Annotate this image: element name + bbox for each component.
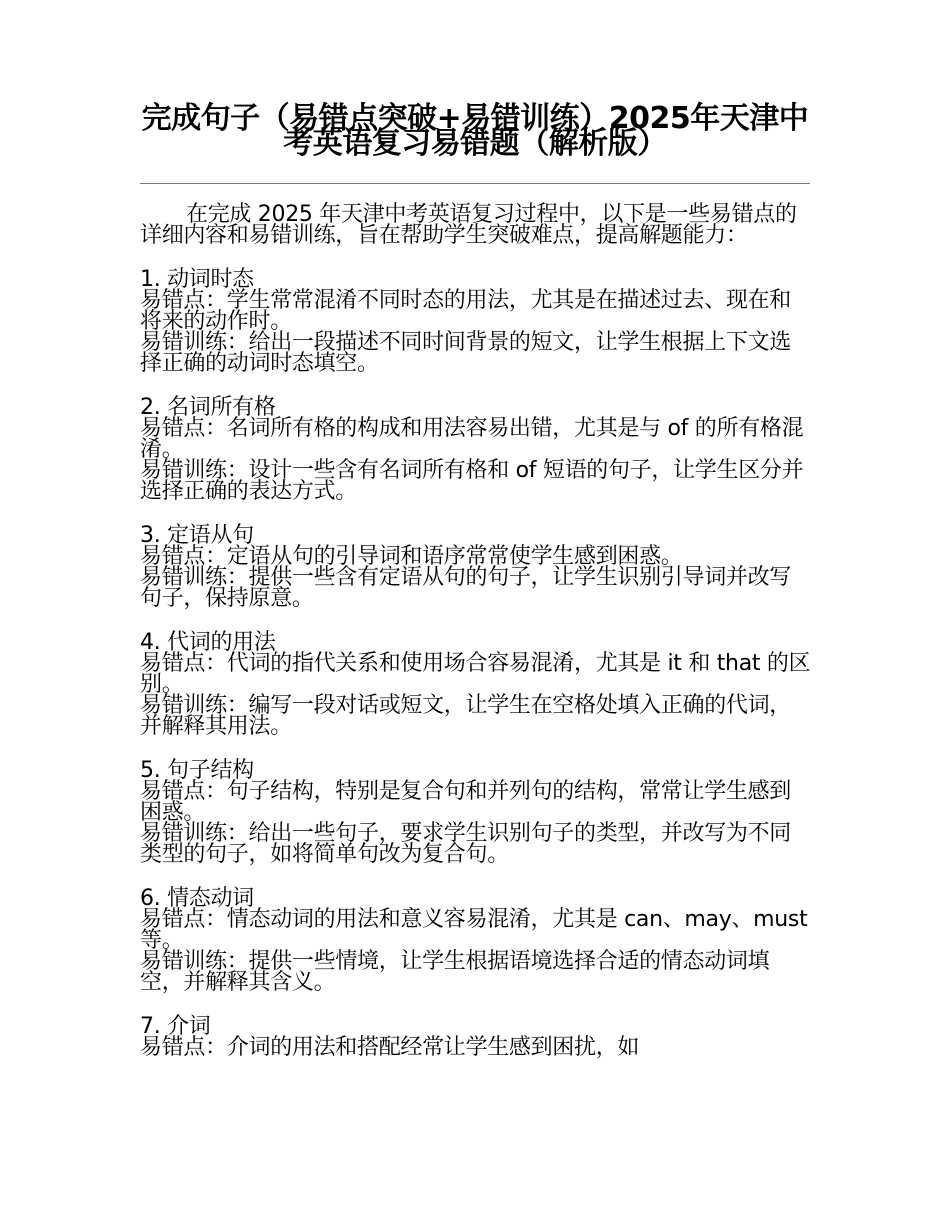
title-divider — [140, 183, 810, 184]
section-heading: 6. 情态动词 — [140, 886, 254, 911]
error-training: 易错训练：给出一些句子，要求学生识别句子的类型，并改写为不同类型的句子，如将简单句改为复合句。 — [140, 821, 792, 867]
section-pronouns — [140, 632, 812, 737]
section-heading: 7. 介词 — [140, 1014, 211, 1039]
intro-paragraph: 在完成 2025 年天津中考英语复习过程中，以下是一些易错点的详细内容和易错训练，旨在帮助学生突破难点，提高解题能力： — [140, 202, 797, 248]
section-modal-verbs — [140, 888, 812, 993]
section-heading: 3. 定语从句 — [140, 523, 254, 548]
section-noun-possessive — [140, 397, 812, 502]
error-point: 易错点：定语从句的引导词和语序常常使学生感到困惑。 — [140, 544, 683, 569]
error-training: 易错训练：编写一段对话或短文，让学生在空格处填入正确的代词，并解释其用法。 — [140, 693, 792, 739]
error-training: 易错训练：提供一些含有定语从句的句子，让学生识别引导词并改写句子，保持原意。 — [140, 565, 792, 611]
section-heading: 5. 句子结构 — [140, 758, 254, 783]
document-body — [140, 204, 812, 1081]
section-verb-tense — [140, 269, 812, 374]
error-point: 易错点：句子结构，特别是复合句和并列句的结构，常常让学生感到困惑。 — [140, 779, 792, 825]
section-heading: 1. 动词时态 — [140, 267, 254, 292]
error-point: 易错点：名词所有格的构成和用法容易出错，尤其是与 of 的所有格混淆。 — [140, 416, 804, 462]
error-point: 易错点：代词的指代关系和使用场合容易混淆，尤其是 it 和 that 的区别。 — [140, 651, 811, 697]
section-heading: 4. 代词的用法 — [140, 630, 276, 655]
error-training: 易错训练：提供一些情境，让学生根据语境选择合适的情态动词填空，并解释其含义。 — [140, 949, 770, 995]
document-title: 完成句子（易错点突破+易错训练）2025年天津中考英语复习易错题（解析版） — [141, 101, 809, 161]
error-point: 易错点：学生常常混淆不同时态的用法，尤其是在描述过去、现在和将来的动作时。 — [140, 288, 792, 334]
section-heading: 2. 名词所有格 — [140, 395, 276, 420]
error-training: 易错训练：设计一些含有名词所有格和 of 短语的句子，让学生区分并选择正确的表达方式。 — [140, 458, 804, 504]
section-attributive-clause — [140, 525, 812, 609]
error-point: 易错点：介词的用法和搭配经常让学生感到困扰，如 — [140, 1035, 640, 1060]
error-training: 易错训练：给出一段描述不同时间背景的短文，让学生根据上下文选择正确的动词时态填空。 — [140, 330, 792, 376]
section-sentence-structure — [140, 760, 812, 865]
error-point: 易错点：情态动词的用法和意义容易混淆，尤其是 can、may、must 等。 — [140, 907, 808, 953]
section-prepositions — [140, 1016, 812, 1058]
